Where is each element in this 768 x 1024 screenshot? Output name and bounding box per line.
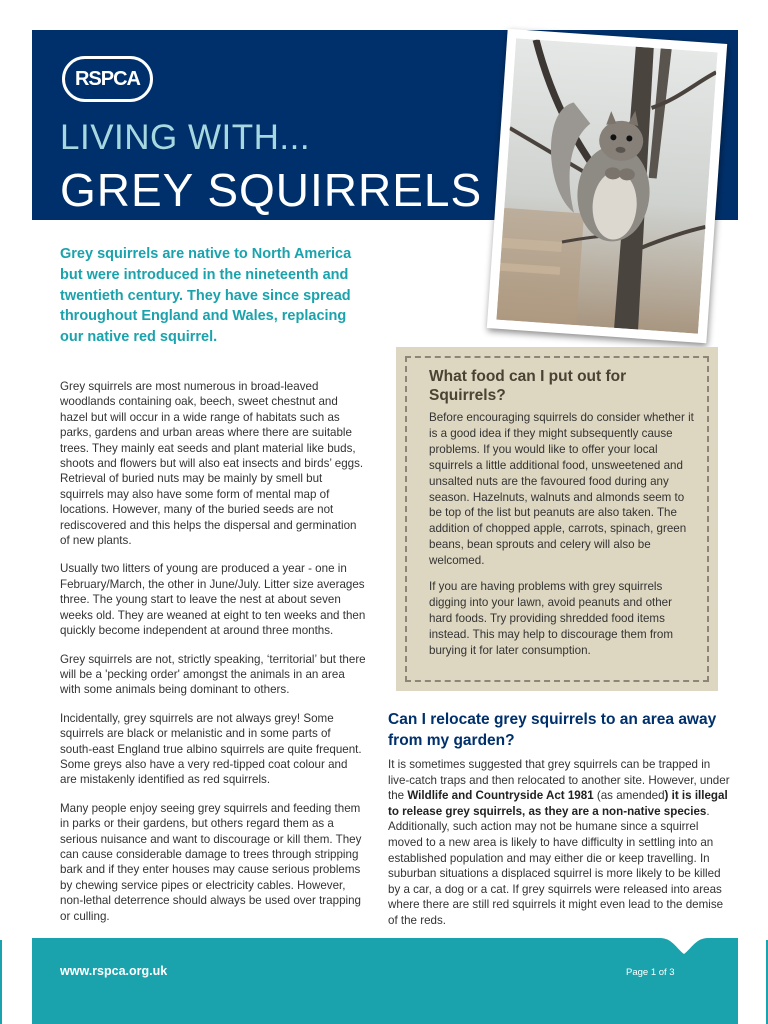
relocate-text: (as amended [593, 789, 665, 803]
food-box-body [429, 410, 695, 669]
squirrel-photo [487, 29, 727, 344]
page-number: Page 1 of 3 [626, 967, 675, 978]
body-paragraph: Incidentally, grey squirrels are not always grey! Some squirrels are black or melanistic and in some parts of south-east England true albino squirrels are quite frequent. Some greys also have a very red-tipped coat colour and are mistakenly identified as red squirrels. [60, 711, 362, 787]
title-line-1: LIVING WITH... [60, 118, 311, 157]
relocate-heading: Can I relocate grey squirrels to an area away from my garden? [388, 711, 717, 749]
food-box-paragraph: Before encouraging squirrels do consider whether it is a good idea if they might subsequently cause problems. If you would like to offer your local squirrels a little additional food, unsweetened and unsalted nuts are the favoured food during any season. Hazelnuts, walnuts and almonds seem to be top of the list but peanuts are also taken. The addition of chopped apple, carrots, spinach, green beans, bean sprouts and celery will also be welcomed. [429, 411, 694, 568]
relocate-text: It is sometimes suggested that grey squirrels can be trapped in live-catch traps and then relocated to another site. However, under the [388, 758, 730, 803]
page-title: GREY SQUIRRELS [60, 164, 483, 216]
body-paragraph: Usually two litters of young are produced a year - one in February/March, the other in June/July. Litter size averages three. The young start to leave the nest at about seven weeks old. They are weaned at eight to ten weeks and then quickly become independent at around three months. [60, 562, 366, 638]
act-name: Wildlife and Countryside Act 1981 [407, 789, 594, 803]
squirrel-icon [496, 38, 717, 333]
intro-paragraph: Grey squirrels are native to North America but were introduced in the nineteenth and twentieth century. They have since spread throughout England and Wales, replacing our native red squirrel. [60, 246, 352, 346]
rspca-logo[interactable] [62, 56, 153, 102]
body-paragraph: Grey squirrels are most numerous in broad-leaved woodlands containing oak, beech, sweet chestnut and hazel but will occur in a wide range of habitats such as parks, gardens and urban areas where there are suitable trees. They mainly eat seeds and plant material like buds, shoots and flowers but will also eat insects and birds’ eggs. Retrieval of buried nuts may be mainly by smell but squirrels may also have some form of mental map of locations. However, many of the buried seeds are not rediscovered and this helps the dispersal and germination of new plants. [60, 380, 364, 548]
body-paragraph: Many people enjoy seeing grey squirrels and feeding them in parks or their gardens, but others regard them as a serious nuisance and want to discourage or kill them. They can cause considerable damage to trees through stripping bark and if they enter houses may cause serious problems by chewing service pipes or electricity cables. However, non-lethal deterrence should always be used over trapping or culling. [60, 801, 362, 923]
relocate-body [388, 757, 733, 929]
website-link[interactable]: www.rspca.org.uk [60, 964, 168, 978]
food-box-heading: What food can I put out for Squirrels? [429, 368, 627, 404]
body-paragraph: Grey squirrels are not, strictly speaking, ‘territorial’ but there will be a 'pecking order' amongst the animals in an area with some animals being dominant to others. [60, 652, 366, 697]
illegal-statement: ) it is illegal to release grey squirrels, as they are a non-native species [388, 789, 728, 818]
left-column [60, 379, 366, 937]
food-info-box [396, 347, 718, 691]
relocate-text: . Additionally, such action may not be humane since a squirrel moved to a new area is likely to have difficulty in settling into an established population and may either die or keep travelling. In suburban situations a displaced squirrel is more likely to be killed by a car, a dog or a cat. If grey squirrels were released into areas where there are still red squirrels it might even lead to the demise of the reds. [388, 804, 724, 927]
logo-text: RSPCA [74, 67, 140, 90]
food-box-paragraph: If you are having problems with grey squirrels digging into your lawn, avoid peanuts and other hard foods. Try providing shredded food items instead. This may help to discourage them from burying it for later consumption. [429, 580, 674, 657]
